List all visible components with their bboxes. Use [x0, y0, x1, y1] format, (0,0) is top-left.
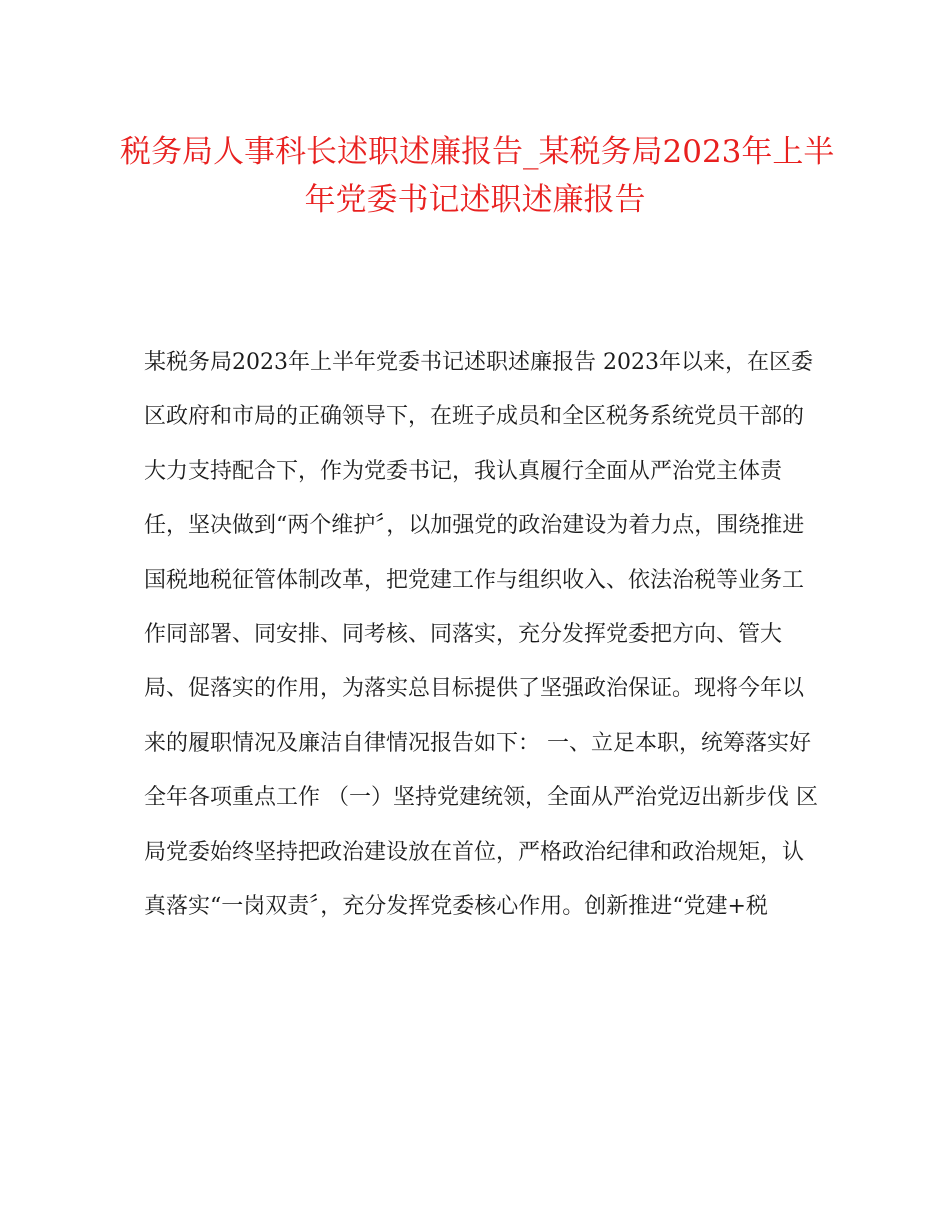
title-line-1: 税务局人事科长述职述廉报告_某税务局2023年上半 — [120, 134, 835, 170]
document-title — [120, 128, 835, 224]
body-line: 某税务局2023年上半年党委书记述职述廉报告 2023年以来，在区委 — [144, 350, 813, 375]
body-line: 大力支持配合下，作为党委书记，我认真履行全面从严治党主体责 — [144, 458, 783, 484]
body-line: 作同部署、同安排、同考核、同落实，充分发挥党委把方向、管大 — [144, 621, 783, 647]
body-line: 国税地税征管体制改革，把党建工作与组织收入、依法治税等业务工 — [144, 567, 805, 593]
body-line: 局、促落实的作用，为落实总目标提供了坚强政治保证。现将今年以 — [144, 676, 805, 702]
body-line: 全年各项重点工作 （一）坚持党建统领，全面从严治党迈出新步伐 区 — [144, 785, 818, 811]
body-line: 来的履职情况及廉洁自律情况报告如下： 一、立足本职，统筹落实好 — [144, 730, 811, 756]
body-line: 真落实“一岗双责〞，充分发挥党委核心作用。创新推进“党建+税 — [144, 893, 768, 919]
body-line: 区政府和市局的正确领导下，在班子成员和全区税务系统党员干部的 — [144, 404, 805, 430]
title-line-2: 年党委书记述职述廉报告 — [304, 182, 646, 218]
body-line: 任，坚决做到“两个维护〞，以加强党的政治建设为着力点，围绕推进 — [144, 513, 805, 539]
document-body — [144, 336, 824, 934]
body-line: 局党委始终坚持把政治建设放在首位，严格政治纪律和政治规矩，认 — [144, 839, 805, 865]
